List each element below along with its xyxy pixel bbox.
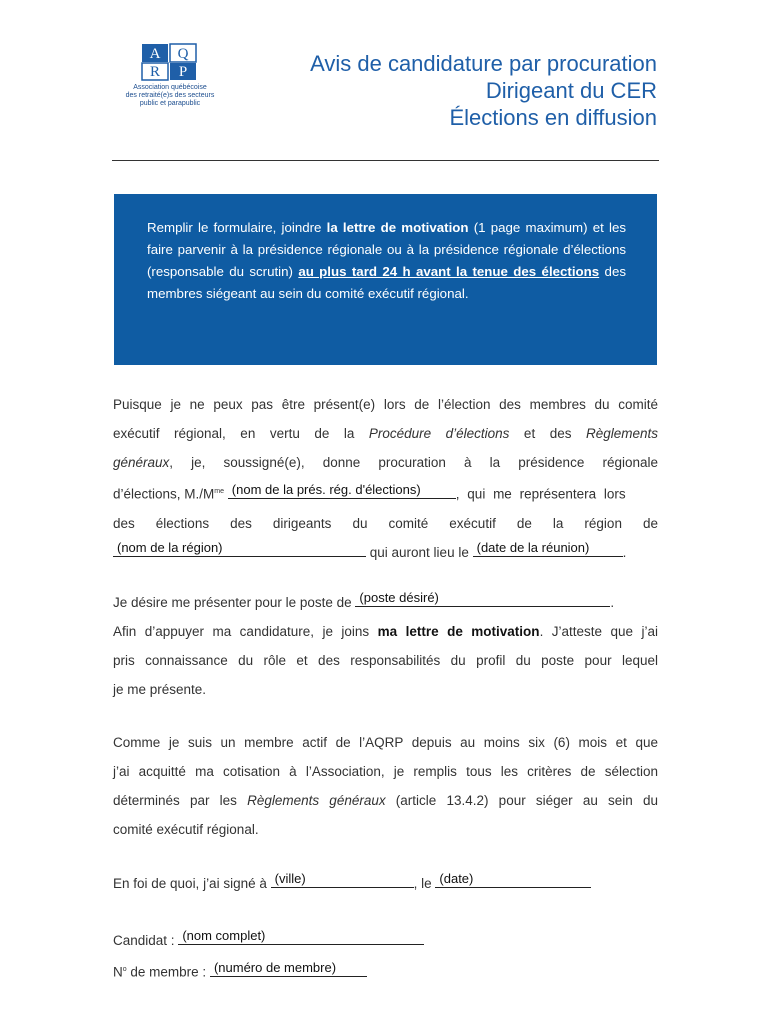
page-title — [310, 50, 657, 131]
member-number-label: N — [113, 964, 123, 980]
notice-bold: la lettre de motivation — [326, 220, 469, 235]
title-line-2: Dirigeant du CER — [485, 78, 657, 103]
text-run: . — [622, 544, 627, 560]
notice-text: des membres siégeant au sein du comité exécutif régional. — [147, 264, 626, 301]
text-line — [113, 588, 658, 617]
text-bold: ma lettre de motivation — [377, 624, 540, 639]
meeting-date-field[interactable] — [473, 539, 623, 557]
text-line — [113, 390, 658, 419]
text-run: , qui me représentera lors — [455, 486, 626, 502]
city-field[interactable] — [271, 873, 414, 888]
text-line — [113, 646, 658, 675]
header-divider — [112, 160, 659, 161]
field-placeholder: (poste désiré) — [359, 590, 439, 605]
text-run: . J’atteste que j’ai — [539, 624, 658, 639]
text-run: En foi de quoi, j’ai signé à — [113, 876, 267, 891]
notice-text: (1 page maximum) et les faire parvenir à la présidence régionale ou à la présidence régionale d’élections (responsable du scrutin) — [147, 220, 626, 279]
text-line — [113, 448, 658, 477]
notice-text: Remplir le formulaire, joindre — [147, 220, 327, 235]
text-run: qui auront lieu le — [369, 544, 469, 560]
text-italic: Règlements — [585, 426, 659, 441]
proxy-paragraph — [113, 390, 658, 567]
field-placeholder: (nom complet) — [182, 928, 266, 943]
text-line — [113, 786, 658, 815]
text-line — [113, 815, 658, 844]
text-line — [113, 926, 658, 955]
text-run: comité exécutif régional. — [113, 822, 259, 837]
text-italic: généraux — [113, 455, 170, 470]
candidate-info — [113, 926, 658, 987]
text-line — [113, 419, 658, 448]
text-run: et des — [509, 426, 586, 441]
instructions-box — [114, 194, 657, 365]
field-placeholder: (nom de la prés. rég. d'élections) — [231, 481, 421, 497]
text-run: , le — [413, 876, 432, 891]
text-run: pris connaissance du rôle et des responsabilités du profil du poste pour lequel — [113, 653, 658, 668]
text-line — [113, 955, 658, 987]
text-line — [113, 509, 658, 538]
candidacy-paragraph — [113, 588, 658, 704]
text-sup: me — [214, 488, 225, 495]
aqrp-logo-mark-icon — [140, 42, 200, 82]
text-run: déterminés par les — [113, 793, 248, 808]
eligibility-paragraph — [113, 728, 658, 844]
text-run: Je désire me présenter pour le poste de — [113, 595, 352, 610]
text-run: . — [610, 595, 615, 610]
signature-line — [113, 869, 658, 898]
field-placeholder: (nom de la région) — [117, 539, 223, 555]
text-run: j’ai acquitté ma cotisation à l’Association, je remplis tous les critères de sélection — [113, 764, 658, 779]
text-line — [113, 757, 658, 786]
member-number-field[interactable] — [210, 959, 367, 977]
svg-text:A: A — [149, 46, 161, 62]
text-run: exécutif régional, en vertu de la — [113, 426, 369, 441]
position-field[interactable] — [355, 592, 610, 607]
text-line — [113, 675, 658, 704]
title-line-1: Avis de candidature par procuration — [310, 51, 657, 76]
field-placeholder: (date) — [439, 871, 474, 886]
text-line — [113, 617, 658, 646]
title-line-3: Élections en diffusion — [449, 105, 657, 130]
text-run: (article 13.4.2) pour siéger au sein du — [385, 793, 658, 808]
text-line — [113, 869, 658, 898]
text-run: Comme je suis un membre actif de l’AQRP depuis au moins six (6) mois et que — [113, 735, 658, 750]
aqrp-logo — [110, 42, 230, 108]
signature-date-field[interactable] — [435, 873, 591, 888]
president-name-field[interactable] — [228, 481, 456, 499]
text-run: , je, soussigné(e), donne procuration à la présidence régionale — [169, 455, 658, 470]
svg-text:P: P — [178, 64, 188, 80]
logo-caption-line: public et parapublic — [139, 100, 201, 107]
region-name-field[interactable] — [113, 539, 366, 557]
text-line — [113, 538, 658, 567]
logo-caption-line: des retraité(e)s des secteurs — [125, 92, 215, 99]
logo-caption-line: Association québécoise — [133, 84, 207, 91]
text-run: Puisque je ne peux pas être présent(e) lors de l’élection des membres du comité — [113, 397, 658, 412]
svg-text:R: R — [149, 64, 161, 80]
logo-caption — [110, 84, 230, 108]
text-sup: o — [122, 966, 127, 973]
text-run: d’élections, M./M — [113, 486, 215, 502]
text-italic: Procédure d’élections — [368, 426, 510, 441]
text-run: des élections des dirigeants du comité exécutif de la région de — [113, 515, 658, 531]
svg-text:Q: Q — [177, 46, 189, 62]
candidate-label: Candidat : — [113, 933, 175, 948]
notice-deadline: au plus tard 24 h avant la tenue des élections — [298, 264, 600, 279]
field-placeholder: (ville) — [274, 871, 306, 886]
text-run: je me présente. — [113, 682, 207, 697]
field-placeholder: (date de la réunion) — [476, 539, 590, 555]
full-name-field[interactable] — [178, 930, 424, 945]
text-line — [113, 477, 658, 509]
text-line — [113, 728, 658, 757]
field-placeholder: (numéro de membre) — [213, 959, 337, 975]
text-italic: Règlements généraux — [247, 793, 386, 808]
text-run: Afin d’appuyer ma candidature, je joins — [113, 624, 378, 639]
member-number-label: de membre : — [126, 964, 207, 980]
